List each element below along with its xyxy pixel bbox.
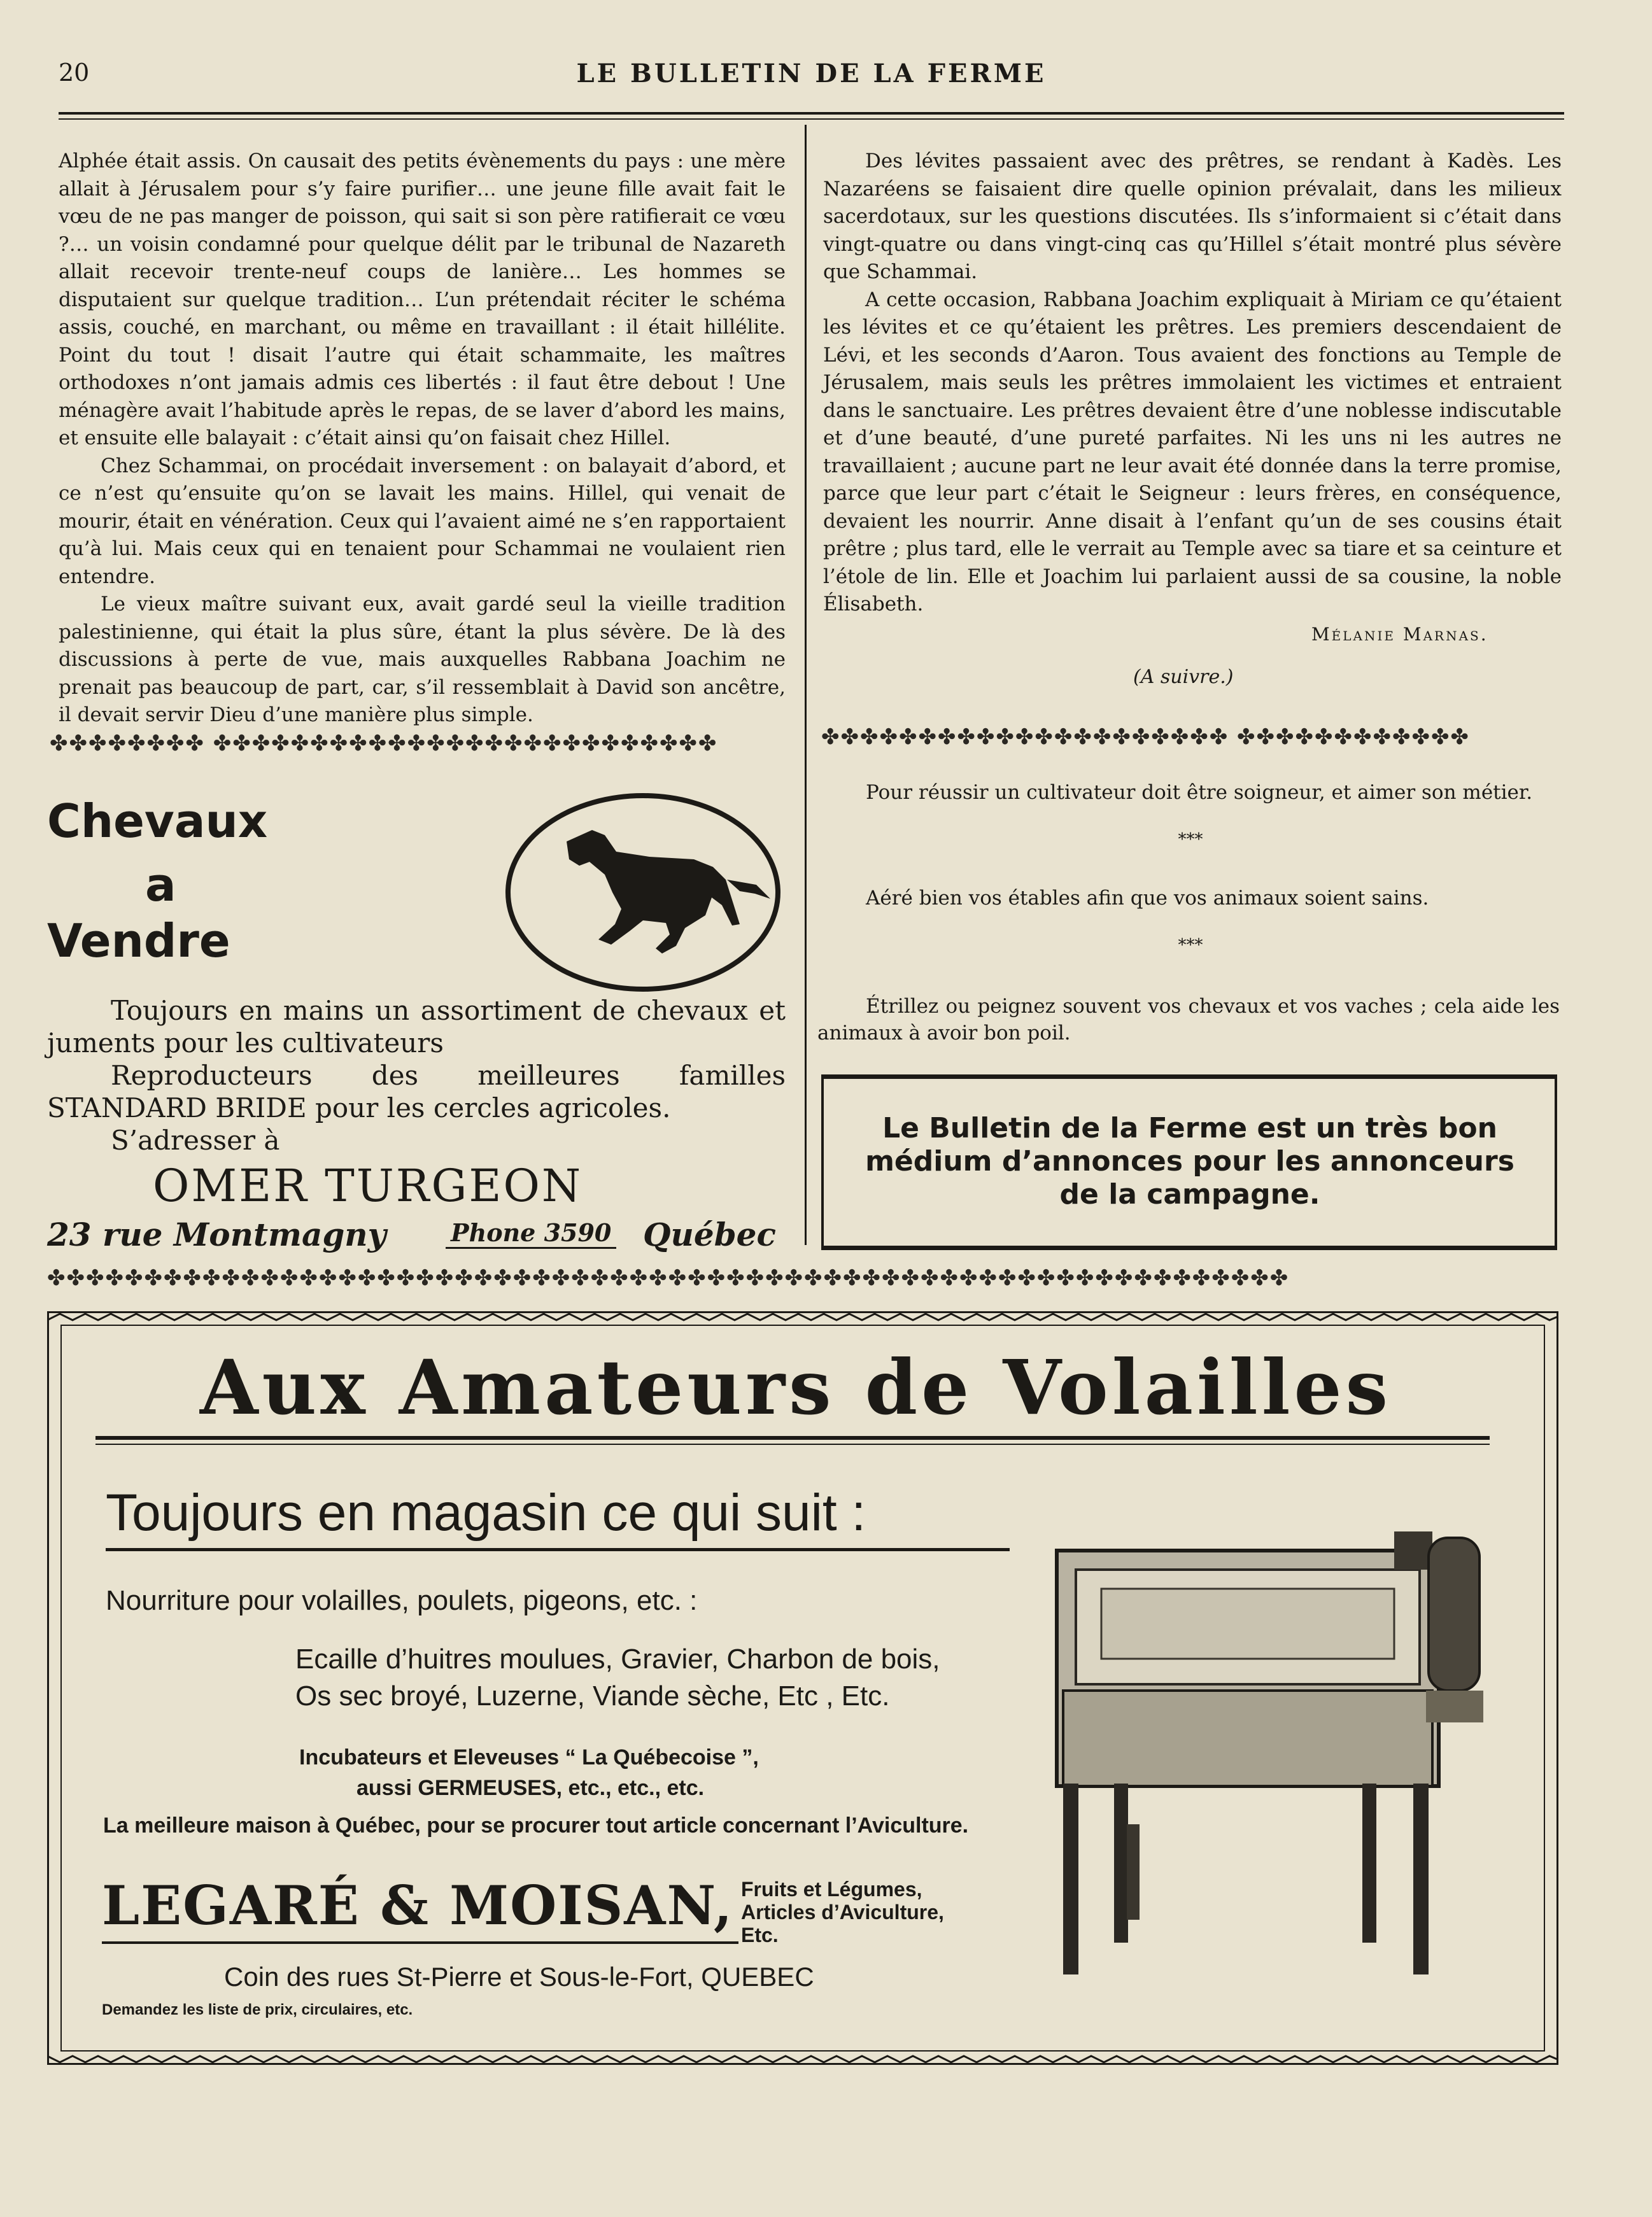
page-header	[59, 59, 1564, 97]
poultry-ad-line: Nourriture pour volailles, poulets, pigeons, etc. :	[106, 1585, 698, 1616]
poultry-ad-footer: Demandez les liste de prix, circulaires, etc.	[102, 2001, 413, 2018]
company-tagline-line: Etc.	[741, 1924, 779, 1946]
horse-ad-body	[47, 994, 786, 1157]
farming-tip: Pour réussir un cultivateur doit être soigneur, et aimer son métier.	[866, 781, 1533, 804]
bulletin-ad-box	[821, 1074, 1557, 1250]
horse-ad-title-2: a	[145, 858, 176, 911]
tip-separator: ***	[1178, 936, 1203, 955]
horse-ad-title-3: Vendre	[47, 914, 230, 968]
title-rule-thin	[95, 1444, 1490, 1445]
header-rule-bottom	[59, 118, 1564, 120]
poultry-ad-line: La meilleure maison à Québec, pour se procurer tout article concernant l’Aviculture.	[103, 1813, 969, 1838]
company-underline	[102, 1941, 738, 1944]
tip-separator: ***	[1178, 830, 1203, 849]
masthead: LE BULLETIN DE LA FERME	[576, 59, 1047, 88]
company-address: Coin des rues St-Pierre et Sous-le-Fort, QUEBEC	[224, 1962, 814, 1992]
ornament-row-full: ✤✤✤✤✤✤✤✤✤✤✤✤✤✤✤✤✤✤✤✤✤✤✤✤✤✤✤✤✤✤✤✤✤✤✤✤✤✤✤✤✤✤✤✤✤✤✤✤✤✤✤✤✤✤✤✤✤✤✤✤✤✤✤✤	[47, 1265, 1290, 1291]
header-rule-top	[59, 112, 1564, 115]
company-tagline-line: Articles d’Aviculture,	[741, 1901, 944, 1924]
horse-ad-address: 23 rue Montmagny	[47, 1216, 386, 1253]
farming-tip: Aéré bien vos étables afin que vos animaux soient sains.	[866, 887, 1429, 910]
column-divider	[805, 125, 807, 1245]
poultry-ad-line: Ecaille d’huitres moulues, Gravier, Charbon de bois,	[295, 1643, 940, 1675]
article-paragraph: Le vieux maître suivant eux, avait gardé seul la vieille tradition palestinienne, qui était la plus sûre, étant la plus sévère. De là des discussions à perte de vue, mais auxquelles Rabbana Joachim ne prenait pas beaucoup de part, car, s’il ressemblait à David son ancêtre, il devait servir Dieu d’une manière plus simple.	[59, 593, 786, 726]
poultry-ad-line: Incubateurs et Eleveuses “ La Québecoise ”,	[299, 1745, 759, 1770]
company-tagline-line: Fruits et Légumes,	[741, 1878, 922, 1901]
poultry-ad-line: aussi GERMEUSES, etc., etc., etc.	[357, 1776, 705, 1800]
company-tagline	[741, 1878, 944, 1946]
to-be-continued: (A suivre.)	[1133, 666, 1234, 688]
incubator-illustration	[1038, 1519, 1496, 2009]
right-article-column	[823, 148, 1562, 619]
poultry-ad-line: Os sec broyé, Luzerne, Viande sèche, Etc , Etc.	[295, 1680, 890, 1712]
subtitle-underline	[106, 1548, 1010, 1551]
horse-ad-line: Toujours en mains un assortiment de chevaux et juments pour les cultivateurs	[47, 995, 786, 1059]
horse-ad-title-1: Chevaux	[47, 794, 268, 848]
left-article-column	[59, 148, 786, 729]
author-signature: Mélanie Marnas.	[1311, 624, 1488, 645]
ornament-row-right: ✤✤✤✤✤✤✤✤✤✤✤✤✤✤✤✤✤✤✤✤✤ ✤✤✤✤✤✤✤✤✤✤✤✤	[821, 724, 1470, 750]
company-name: LEGARÉ & MOISAN,	[102, 1874, 734, 1937]
poultry-ad-subtitle: Toujours en magasin ce qui suit :	[106, 1484, 866, 1542]
article-paragraph: Alphée était assis. On causait des petits évènements du pays : une mère allait à Jérusalem pour s’y faire purifier… une jeune fille avait fait le vœu de ne pas manger de poisson, qui sait si son père ratifierait ce vœu ?… un voisin condamné pour quelque délit par le tribunal de Nazareth allait recevoir trente-neuf coups de lanière… Les hommes se disputaient sur quelque tradition… L’un prétendait réciter le schéma assis, couché, en marchant, ou même en travaillant : il était hillélite. Point du tout ! disait l’autre qui était schammaite, les maîtres orthodoxes n’ont jamais admis ces libertés : il faut être debout ! Une ménagère avait l’habitude après le repas, de se laver d’abord les mains, et ensuite elle balayait : c’était ainsi qu’on faisait chez Hillel.	[59, 150, 786, 449]
title-rule	[95, 1436, 1490, 1440]
horse-ad-line: Reproducteurs des meilleures familles STANDARD BRIDE pour les cercles agricoles.	[47, 1060, 786, 1123]
horse-ad-line: S’adresser à	[111, 1125, 280, 1156]
horse-ad-seller: OMER TURGEON	[153, 1160, 583, 1212]
poultry-ad-title: Aux Amateurs de Volailles	[199, 1343, 1392, 1432]
horse-ad-phone: Phone 3590	[446, 1218, 616, 1249]
article-paragraph: Chez Schammai, on procédait inversement : on balayait d’abord, et ce n’est qu’ensuite qu’on se lavait les mains. Hillel, qui venait de mourir, était en vénération. Ceux qui l’avaient aimé ne s’en rapportaient qu’à lui. Mais ceux qui en tenaient pour Schammai ne voulaient rien entendre.	[59, 454, 786, 588]
article-paragraph: Des lévites passaient avec des prêtres, se rendant à Kadès. Les Nazaréens se faisaient dire quelle opinion prévalait, dans les milieux sacerdotaux, sur les questions discutées. Ils s’informaient si c’était dans vingt-quatre ou dans vingt-cinq cas qu’Hillel s’était montré plus sévère que Schammai.	[823, 150, 1562, 283]
horse-icon	[503, 791, 783, 994]
article-paragraph: A cette occasion, Rabbana Joachim expliquait à Miriam ce qu’étaient les lévites et ce qu’étaient les prêtres. Les premiers descendaient de Lévi, et les seconds d’Aaron. Tous avaient des fonctions au Temple de Jérusalem, mais seuls les prêtres immolaient les victimes et entraient dans le sanctuaire. Les prêtres devaient être d’une noblesse indiscutable et d’une beauté, d’une pureté parfaites. Ni les uns ni les autres ne travaillaient ; aucune part ne leur avait été donnée dans la terre promise, parce que leur part c’était le Seigneur : leurs frères, en conséquence, devaient les nourrir. Anne disait à l’enfant qu’un de ses cousins était prêtre ; plus tard, elle le verrait au Temple avec sa tiare et sa ceinture et l’étole de lin. Elle et Joachim lui parlaient aussi de sa cousine, la noble Élisabeth.	[823, 288, 1562, 616]
horse-ad-city: Québec	[643, 1216, 776, 1253]
page-number: 20	[59, 59, 90, 87]
bulletin-ad-text: Le Bulletin de la Ferme est un très bon médium d’annonces pour les annonceurs de la campagne.	[865, 1112, 1514, 1211]
farming-tip: Étrillez ou peignez souvent vos chevaux et vos vaches ; cela aide les animaux à avoir bon poil.	[817, 995, 1560, 1045]
ornament-row-left: ✤✤✤✤✤✤✤✤ ✤✤✤✤✤✤✤✤✤✤✤✤✤✤✤✤✤✤✤✤✤✤✤✤✤✤	[50, 731, 718, 756]
